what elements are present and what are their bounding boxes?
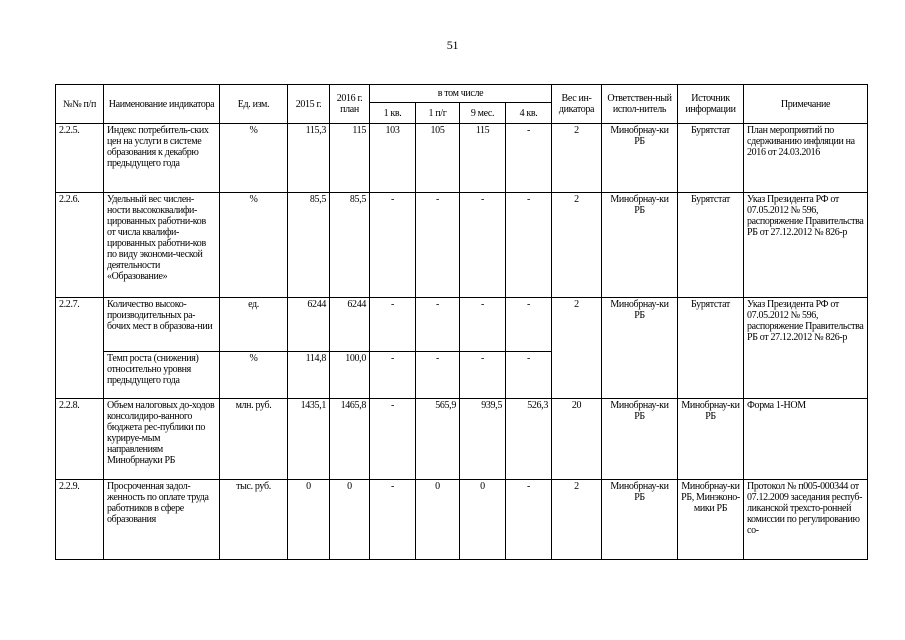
- value-2015: 85,5: [288, 193, 330, 298]
- value-9m: -: [460, 298, 506, 352]
- responsible-cell: Минобрнау-ки РБ: [602, 193, 678, 298]
- source-cell: Бурятстат: [678, 193, 744, 298]
- value-q4: -: [506, 298, 552, 352]
- value-q4: 526,3: [506, 399, 552, 480]
- page-number: 51: [446, 38, 459, 52]
- value-9m: 939,5: [460, 399, 506, 480]
- value-q1: -: [370, 352, 416, 399]
- table-row: [56, 480, 868, 560]
- responsible-cell: Минобрнау-ки РБ: [602, 298, 678, 399]
- header-2016-plan: 2016 г. план: [330, 85, 370, 124]
- source-cell: Бурятстат: [678, 298, 744, 399]
- value-h1: -: [416, 352, 460, 399]
- value-q4: -: [506, 124, 552, 193]
- row-num: 2.2.9.: [56, 480, 104, 560]
- note-cell: Протокол № п005-000344 от 07.12.2009 заседания респуб-ликанской трехсто-ронней комиссии по регулированию со-: [744, 480, 868, 560]
- value-9m: -: [460, 193, 506, 298]
- value-q1: -: [370, 480, 416, 560]
- value-9m: 115: [460, 124, 506, 193]
- row-num: 2.2.7.: [56, 298, 104, 399]
- indicators-table: [55, 84, 868, 560]
- indicator-name: Просроченная задол-женность по оплате труда работников в сфере образования: [104, 480, 220, 560]
- header-incl: в том числе: [370, 85, 552, 103]
- row-num: 2.2.6.: [56, 193, 104, 298]
- indicator-name: Объем налоговых до-ходов консолидиро-ванного бюджета рес-публики по курируе-мым направлениям Минобрнауки РБ: [104, 399, 220, 480]
- value-2016: 1465,8: [330, 399, 370, 480]
- table-row: [56, 399, 868, 480]
- header-9m: 9 мес.: [460, 103, 506, 124]
- value-q4: -: [506, 480, 552, 560]
- note-cell: Указ Президента РФ от 07.05.2012 № 596, распоряжение Правительства РБ от 27.12.2012 № 826-р: [744, 193, 868, 298]
- value-q1: -: [370, 193, 416, 298]
- note-cell: Форма 1-НОМ: [744, 399, 868, 480]
- value-h1: -: [416, 298, 460, 352]
- header-weight: Вес ин-дикатора: [552, 85, 602, 124]
- weight-cell: 2: [552, 124, 602, 193]
- header-row-1: [56, 85, 868, 103]
- header-source: Источник информации: [678, 85, 744, 124]
- value-h1: 105: [416, 124, 460, 193]
- note-cell: Указ Президента РФ от 07.05.2012 № 596, распоряжение Правительства РБ от 27.12.2012 № 826-р: [744, 298, 868, 399]
- indicator-name: Удельный вес числен-ности высококвалифи-цированных работни-ков от числа квалифи-цированных работни-ков по виду экономи-ческой деятельности «Образование»: [104, 193, 220, 298]
- table-row: [56, 124, 868, 193]
- table-row: [56, 298, 868, 352]
- header-h1: 1 п/г: [416, 103, 460, 124]
- source-cell: Минобрнау-ки РБ, Минэконо-мики РБ: [678, 480, 744, 560]
- responsible-cell: Минобрнау-ки РБ: [602, 480, 678, 560]
- header-note: Примечание: [744, 85, 868, 124]
- row-num: 2.2.5.: [56, 124, 104, 193]
- header-num: №№ п/п: [56, 85, 104, 124]
- source-cell: Бурятстат: [678, 124, 744, 193]
- indicator-name: Индекс потребитель-ских цен на услуги в системе образования к декабрю предыдущего года: [104, 124, 220, 193]
- value-2015: 0: [288, 480, 330, 560]
- weight-cell: 2: [552, 193, 602, 298]
- value-2016: 100,0: [330, 352, 370, 399]
- indicator-name: Количество высоко-производительных ра-бочих мест в образова-нии: [104, 298, 220, 352]
- unit-cell: %: [220, 193, 288, 298]
- value-q4: -: [506, 352, 552, 399]
- header-responsible: Ответствен-ный испол-нитель: [602, 85, 678, 124]
- responsible-cell: Минобрнау-ки РБ: [602, 399, 678, 480]
- value-h1: 0: [416, 480, 460, 560]
- indicator-name: Темп роста (снижения) относительно уровня предыдущего года: [104, 352, 220, 399]
- table-row: [56, 193, 868, 298]
- unit-cell: ед.: [220, 298, 288, 352]
- header-unit: Ед. изм.: [220, 85, 288, 124]
- value-2015: 114,8: [288, 352, 330, 399]
- unit-cell: млн. руб.: [220, 399, 288, 480]
- weight-cell: 2: [552, 298, 602, 399]
- value-q1: 103: [370, 124, 416, 193]
- unit-cell: %: [220, 124, 288, 193]
- weight-cell: 2: [552, 480, 602, 560]
- unit-cell: %: [220, 352, 288, 399]
- value-2015: 115,3: [288, 124, 330, 193]
- note-cell: План мероприятий по сдерживанию инфляции на 2016 от 24.03.2016: [744, 124, 868, 193]
- row-num: 2.2.8.: [56, 399, 104, 480]
- value-9m: 0: [460, 480, 506, 560]
- value-h1: 565,9: [416, 399, 460, 480]
- value-2015: 1435,1: [288, 399, 330, 480]
- header-q1: 1 кв.: [370, 103, 416, 124]
- value-2016: 0: [330, 480, 370, 560]
- weight-cell: 20: [552, 399, 602, 480]
- responsible-cell: Минобрнау-ки РБ: [602, 124, 678, 193]
- value-2015: 6244: [288, 298, 330, 352]
- source-cell: Минобрнау-ки РБ: [678, 399, 744, 480]
- header-q4: 4 кв.: [506, 103, 552, 124]
- value-q4: -: [506, 193, 552, 298]
- value-h1: -: [416, 193, 460, 298]
- value-2016: 85,5: [330, 193, 370, 298]
- value-2016: 115: [330, 124, 370, 193]
- value-q1: -: [370, 298, 416, 352]
- value-9m: -: [460, 352, 506, 399]
- header-2015: 2015 г.: [288, 85, 330, 124]
- value-q1: -: [370, 399, 416, 480]
- unit-cell: тыс. руб.: [220, 480, 288, 560]
- value-2016: 6244: [330, 298, 370, 352]
- header-name: Наименование индикатора: [104, 85, 220, 124]
